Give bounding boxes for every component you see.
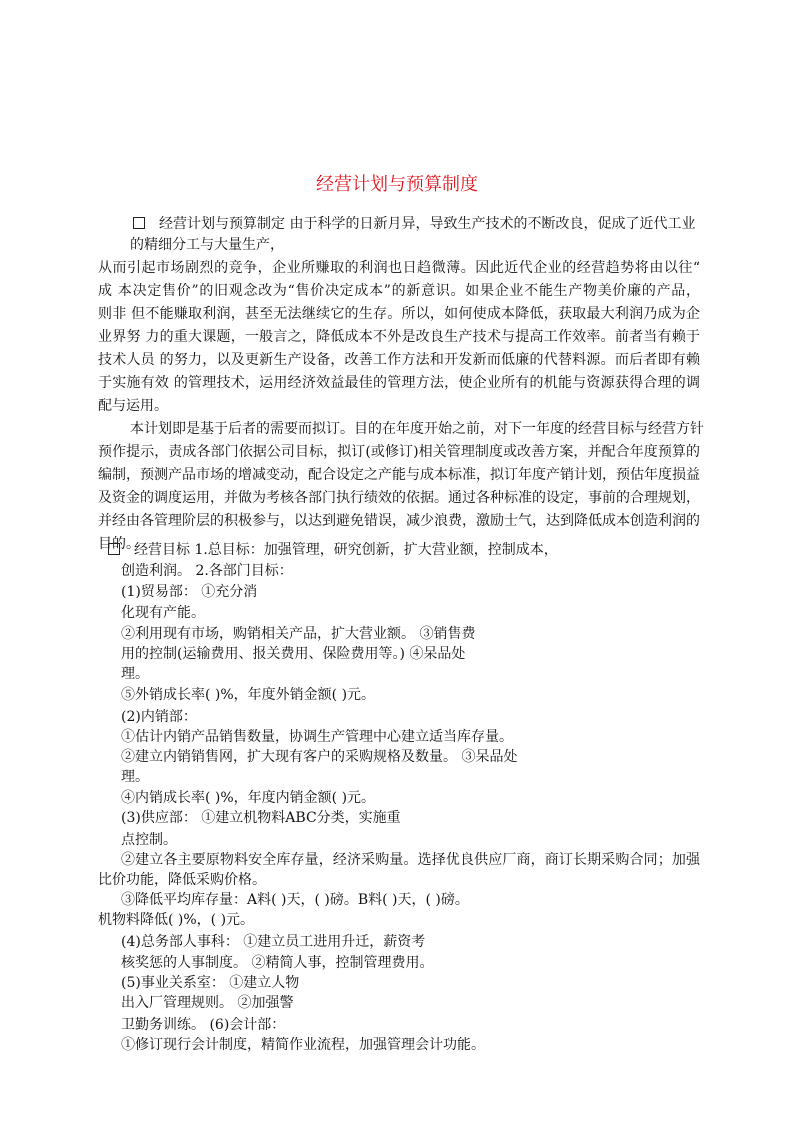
text-line: ③降低平均库存量：A料( )天，( )磅。B料( )天，( )磅。 xyxy=(121,892,469,908)
text-line: ④内销成长率( )%，年度内销金额( )元。 xyxy=(121,790,376,806)
text-line: ②利用现有市场，购销相关产品，扩大营业额。 ③销售费 xyxy=(121,626,476,642)
text-line: 及资金的调度运用，并做为考核各部门执行绩效的依据。通过各种标准的设定，事前的合理规划， xyxy=(98,490,700,506)
text-line: 化现有产能。 xyxy=(121,605,205,621)
checkbox-icon xyxy=(133,217,145,229)
text-line: 从而引起市场剧烈的竞争，企业所赚取的利润也日趋微薄。因此近代企业的经营趋势将由以往“ xyxy=(98,260,700,276)
text-line: 经营计划与预算制定 由于科学的日新月异，导致生产技术的不断改良，促成了近代工业 xyxy=(159,216,696,232)
text-line: 预作提示，责成各部门依据公司目标，拟订(或修订)相关管理制度或改善方案，并配合年度预算的 xyxy=(98,444,700,460)
text-line: (1)贸易部： ①充分消 xyxy=(121,584,258,600)
text-line: 并经由各管理阶层的积极参与，以达到避免错误，减少浪费，激励士气，达到降低成本创造利润的 xyxy=(98,513,700,529)
checkbox-icon xyxy=(108,543,120,555)
text-line: 则非 但不能赚取利润，甚至无法继续它的生存。所以，如何使成本降低，获取最大利润乃成为企 xyxy=(98,306,700,322)
text-line: ①修订现行会计制度，精简作业流程，加强管理会计功能。 xyxy=(121,1037,485,1053)
text-line: ⑤外销成长率( )%，年度外销金额( )元。 xyxy=(121,687,376,703)
text-line: 用的控制(运输费用、报关费用、保险费用等。) ④呆品处 xyxy=(121,646,466,662)
intro-first-line xyxy=(133,215,695,233)
text-line: 配与运用。 xyxy=(98,398,168,414)
text-line: 卫勤务训练。 (6)会计部： xyxy=(121,1017,286,1033)
text-line: (2)内销部： xyxy=(121,709,197,725)
text-line: ②建立内销销售网，扩大现有客户的采购规格及数量。 ③呆品处 xyxy=(121,749,518,765)
text-line: 经营目标 1.总目标：加强管理，研究创新，扩大营业额，控制成本， xyxy=(134,542,558,558)
text-line: 的精细分工与大量生产， xyxy=(130,237,284,253)
text-line: ①估计内销产品销售数量，协调生产管理中心建立适当库存量。 xyxy=(121,729,513,745)
text-line: 机物料降低( )%，( )元。 xyxy=(98,912,255,928)
text-line: (5)事业关系室： ①建立人物 xyxy=(121,975,300,991)
text-line: 理。 xyxy=(121,769,149,785)
text-line: 出入厂管理规则。 ②加强警 xyxy=(121,995,294,1011)
text-line: 于实施有效 的管理技术，运用经济效益最佳的管理方法，使企业所有的机能与资源获得合理的调 xyxy=(98,375,700,391)
document-title: 经营计划与预算制度 xyxy=(316,174,478,195)
text-line: (4)总务部人事科： ①建立员工进用升迁，薪资考 xyxy=(121,934,426,950)
text-line: ②建立各主要原物料安全库存量，经济采购量。选择优良供应厂商，商订长期采购合同；加强 xyxy=(121,852,700,868)
text-line: 理。 xyxy=(121,666,149,682)
text-line: 业界努 力的重大课题，一般言之，降低成本不外是改良生产技术与提高工作效率。前者当有赖于 xyxy=(98,329,700,345)
text-line: 核奖惩的人事制度。 ②精简人事，控制管理费用。 xyxy=(121,955,434,971)
goals-first-line xyxy=(108,541,558,559)
text-line: 编制，预测产品市场的增减变动，配合设定之产能与成本标准，拟订年度产销计划，预估年度损益 xyxy=(98,467,700,483)
text-line: 成 本决定售价”的旧观念改为“售价决定成本”的新意识。如果企业不能生产物美价廉的产品， xyxy=(98,283,700,299)
text-line: 创造利润。 2.各部门目标： xyxy=(121,563,293,579)
text-line: 技术人员 的努力，以及更新生产设备，改善工作方法和开发新而低廉的代替料源。而后者即有赖 xyxy=(98,352,700,368)
text-line: 点控制。 xyxy=(121,832,177,848)
text-line: (3)供应部： ①建立机物料ABC分类，实施重 xyxy=(121,810,401,826)
text-line: 目的。 xyxy=(98,536,140,552)
text-line: 比价功能，降低采购价格。 xyxy=(98,872,266,888)
text-line: 本计划即是基于后者的需要而拟订。目的在年度开始之前，对下一年度的经营目标与经营方针 xyxy=(130,421,704,437)
